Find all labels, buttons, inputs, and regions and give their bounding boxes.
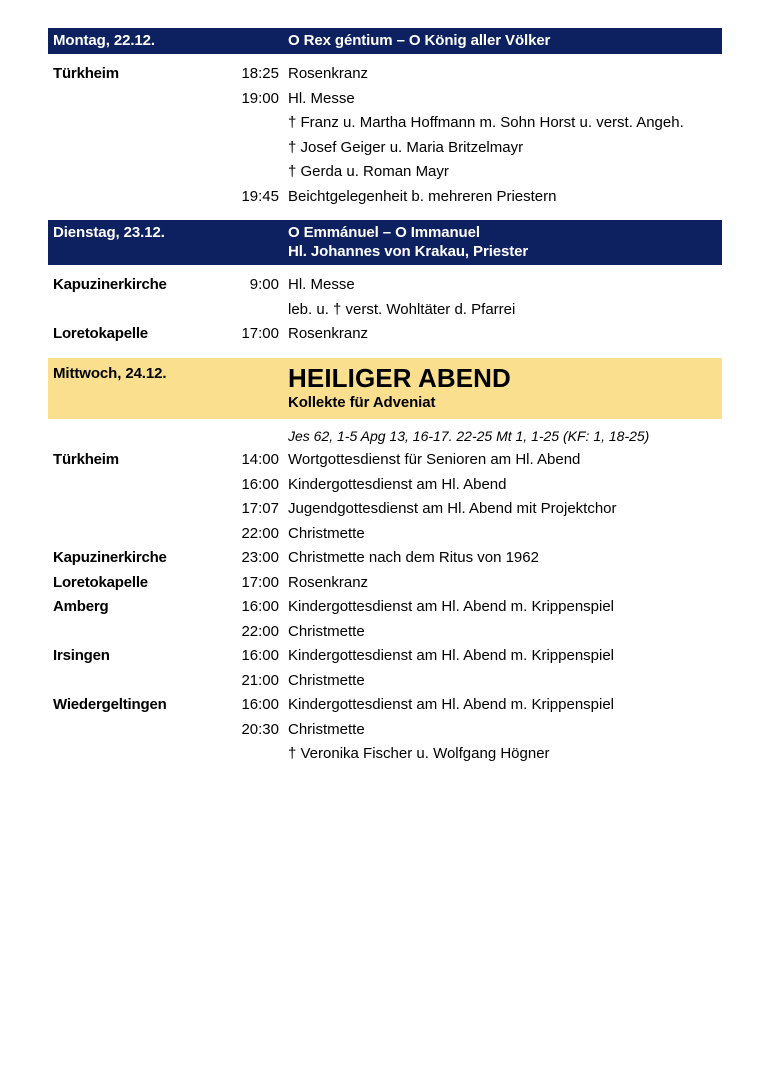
event-description [282,473,722,498]
event-time: 17:00 [241,325,279,342]
event-place: Kapuzinerkirche [53,549,167,566]
event-description [282,273,722,322]
events-mittwoch [48,448,722,767]
day-title-group [288,364,722,412]
event-place: Türkheim [53,65,119,82]
event-time: 16:00 [241,696,279,713]
event-description [282,718,722,767]
day-collection-note: Kollekte für Adveniat [288,393,436,411]
event-time: 20:30 [241,720,279,738]
day-header-montag [48,28,722,54]
day-date-label: Dienstag, 23.12. [53,224,165,241]
spacer [48,209,722,220]
event-intention-line: leb. u. † verst. Wohltäter d. Pfarrei [288,300,516,318]
event-place: Irsingen [53,647,110,664]
event-description [282,522,722,547]
event-row [48,497,722,522]
spacer [48,347,722,358]
event-description-line: Christmette nach dem Ritus von 1962 [288,549,539,566]
event-description [282,185,722,210]
event-description [282,669,722,694]
event-time: 21:00 [241,671,279,689]
event-row [48,644,722,669]
event-description-line: Christmette [288,524,365,542]
event-time: 22:00 [241,622,279,640]
day-title-line: O Emmánuel – O Immanuel [288,224,480,241]
readings-row [48,424,722,449]
event-time: 16:00 [241,647,279,664]
events-dienstag [48,273,722,347]
day-title-group [288,223,722,261]
event-time: 17:00 [241,573,279,591]
event-intention-line: † Franz u. Martha Hoffmann m. Sohn Horst u. verst. Angeh. [288,114,684,131]
event-row [48,595,722,620]
event-place: Türkheim [53,451,119,468]
event-row [48,620,722,645]
day-title-line: Hl. Johannes von Krakau, Priester [288,243,529,260]
event-description-line: Beichtgelegenheit b. mehreren Priestern [288,187,557,205]
event-description [282,620,722,645]
event-description-line: Christmette [288,622,365,640]
event-row [48,693,722,718]
event-time: 14:00 [241,451,279,468]
event-time: 18:25 [241,65,279,82]
event-row [48,87,722,185]
event-time: 17:07 [241,500,279,517]
event-description-line: Kindergottesdienst am Hl. Abend m. Krippenspiel [288,647,615,664]
event-description [282,595,722,620]
day-header-dienstag [48,220,722,265]
day-date-label: Mittwoch, 24.12. [53,364,167,382]
event-place: Wiedergeltingen [53,696,167,713]
spacer [48,265,722,273]
event-time: 16:00 [241,475,279,493]
event-row [48,322,722,347]
event-row [48,669,722,694]
event-row [48,522,722,547]
event-place: Amberg [53,598,109,615]
event-time: 23:00 [241,549,279,566]
event-intention-line: † Josef Geiger u. Maria Britzelmayr [288,138,524,156]
event-description [282,62,722,87]
event-row [48,718,722,767]
event-description-line: Kindergottesdienst am Hl. Abend m. Krippenspiel [288,696,615,713]
day-title-line: HEILIGER ABEND [288,362,511,393]
event-place: Loretokapelle [53,573,148,591]
event-time: 9:00 [249,276,279,293]
event-description-line: Rosenkranz [288,573,369,591]
service-schedule [48,28,722,767]
day-title-group [288,31,722,50]
event-intention-line: † Veronika Fischer u. Wolfgang Högner [288,745,550,762]
event-description-line: Rosenkranz [288,65,369,82]
event-description-line: Christmette [288,671,365,689]
event-time: 19:45 [241,187,279,205]
event-description [282,448,722,473]
event-description-line: Hl. Messe [288,89,355,107]
event-row [48,273,722,322]
event-row [48,448,722,473]
event-description [282,322,722,347]
event-time: 19:00 [241,89,279,107]
event-time: 22:00 [241,524,279,542]
event-row [48,546,722,571]
event-row [48,473,722,498]
event-description-line: Wortgottesdienst für Senioren am Hl. Abend [288,451,581,468]
day-date-label: Montag, 22.12. [53,32,155,49]
event-place: Loretokapelle [53,325,148,342]
event-description-line: Hl. Messe [288,276,355,293]
event-place: Kapuzinerkirche [53,276,167,293]
event-description [282,693,722,718]
event-description-line: Kindergottesdienst am Hl. Abend m. Krippenspiel [288,598,615,615]
event-row [48,185,722,210]
event-row [48,62,722,87]
event-description-line: Christmette [288,720,365,738]
event-time: 16:00 [241,598,279,615]
readings-text-wrap [282,424,722,449]
spacer [48,54,722,62]
event-description-line: Kindergottesdienst am Hl. Abend [288,475,507,493]
event-description [282,571,722,596]
event-intention-line: † Gerda u. Roman Mayr [288,163,449,180]
scripture-readings: Jes 62, 1-5 Apg 13, 16-17. 22-25 Mt 1, 1-25 (KF: 1, 18-25) [288,427,650,444]
event-description [282,87,722,185]
day-title-line: O Rex géntium – O König aller Völker [288,32,551,49]
event-description-line: Rosenkranz [288,325,369,342]
event-description-line: Jugendgottesdienst am Hl. Abend mit Projektchor [288,500,617,517]
events-montag [48,62,722,209]
event-description [282,644,722,669]
event-description [282,546,722,571]
event-row [48,571,722,596]
day-header-mittwoch [48,358,722,419]
event-description [282,497,722,522]
